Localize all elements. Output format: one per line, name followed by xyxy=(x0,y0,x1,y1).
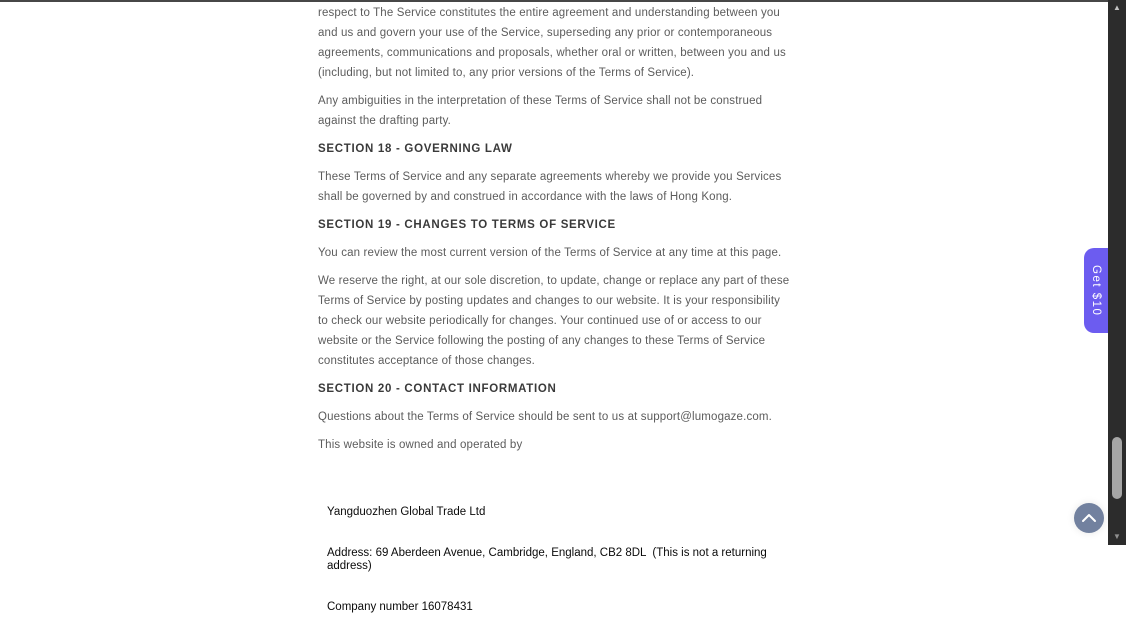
vertical-scrollbar[interactable] xyxy=(1108,0,1126,545)
company-address: Address: 69 Aberdeen Avenue, Cambridge, England, CB2 8DL (This is not a returning address) xyxy=(327,546,771,572)
section-19-paragraph-reserve: We reserve the right, at our sole discretion, to update, change or replace any part of these Terms of Service by posting updates and changes to our website. It is your responsibility to check our website periodically for changes. Your continued use of or access to our website or the Service following the posting of any changes to these Terms of Service constitutes acceptance of those changes. xyxy=(318,275,790,367)
section-20-paragraph-owned-by: This website is owned and operated by xyxy=(318,439,523,451)
terms-paragraph-intro-continuation: respect to The Service constitutes the entire agreement and understanding between you and us and govern your use of the Service, superseding any prior or contemporaneous agreements, communications and proposals, whether oral or written, between you and us (including, but not limited to, any prior versions of the Terms of Service). xyxy=(318,7,786,79)
scrollbar-thumb[interactable] xyxy=(1112,437,1122,499)
scrollbar-down-arrow[interactable]: ▼ xyxy=(1113,532,1121,541)
get-offer-tab[interactable] xyxy=(1084,248,1108,333)
company-number: Company number 16078431 xyxy=(327,600,473,613)
company-info-block xyxy=(327,479,793,641)
section-20-heading: SECTION 20 - CONTACT INFORMATION xyxy=(318,383,557,395)
terms-paragraph-ambiguities: Any ambiguities in the interpretation of these Terms of Service shall not be construed against the drafting party. xyxy=(318,95,763,127)
section-19-heading: SECTION 19 - CHANGES TO TERMS OF SERVICE xyxy=(318,219,616,231)
section-18-heading: SECTION 18 - GOVERNING LAW xyxy=(318,143,513,155)
top-divider xyxy=(0,0,1126,2)
section-18-paragraph: These Terms of Service and any separate agreements whereby we provide you Services shall be governed by and construed in accordance with the laws of Hong Kong. xyxy=(318,171,782,203)
terms-content xyxy=(318,3,793,641)
section-20-paragraph-questions: Questions about the Terms of Service should be sent to us at support@lumogaze.com. xyxy=(318,411,772,423)
section-19-paragraph-review: You can review the most current version of the Terms of Service at any time at this page. xyxy=(318,247,782,259)
get-offer-label: Get $10 xyxy=(1090,264,1102,317)
chevron-up-icon xyxy=(1082,514,1096,522)
scroll-to-top-button[interactable] xyxy=(1074,503,1104,533)
scrollbar-up-arrow[interactable]: ▲ xyxy=(1113,3,1121,12)
company-name: Yangduozhen Global Trade Ltd xyxy=(327,506,486,518)
